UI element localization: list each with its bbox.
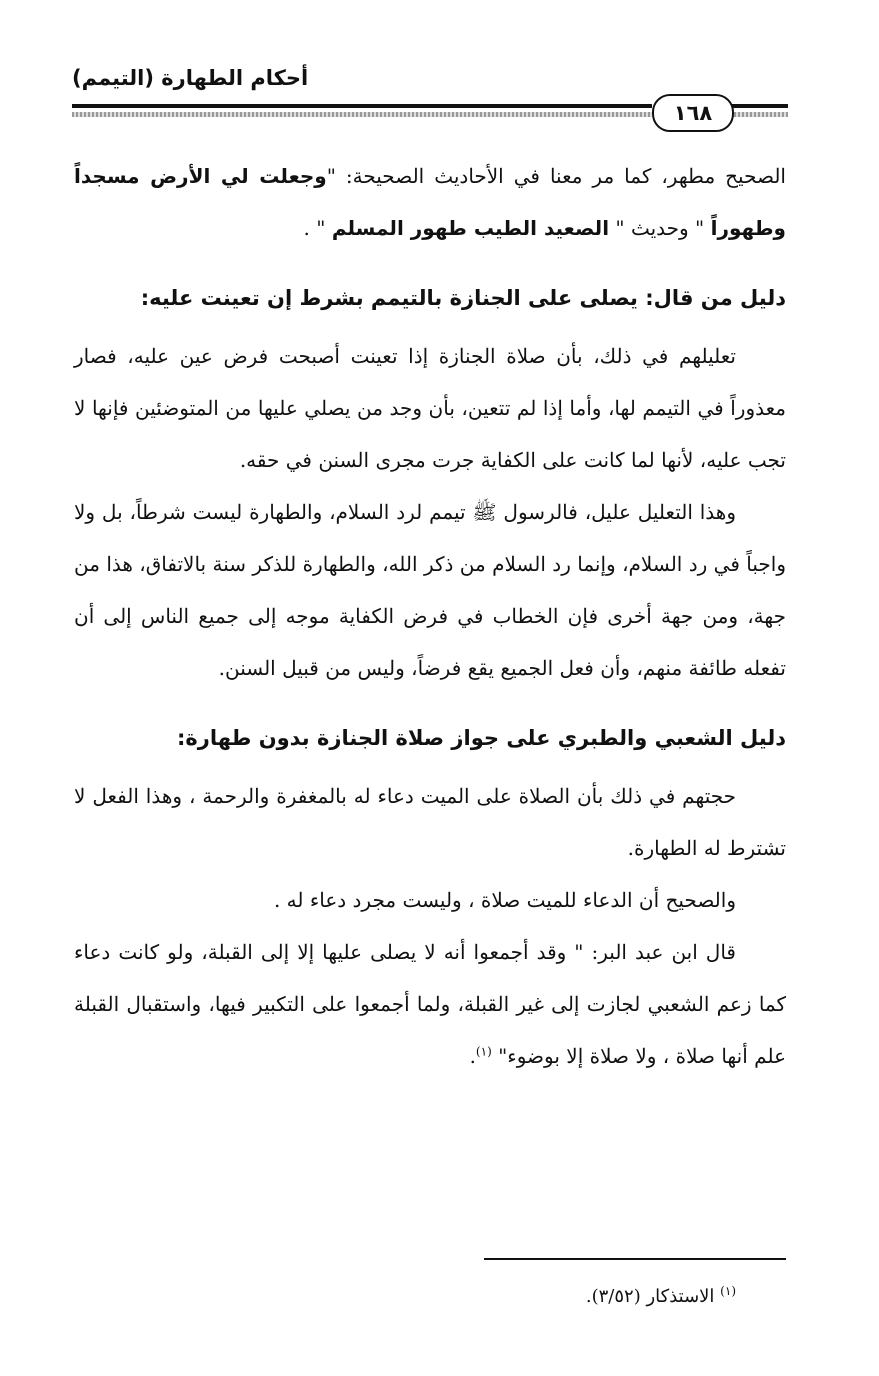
header-rule-right-texture (730, 112, 788, 117)
paragraph-6 (74, 926, 786, 1082)
p1-start: الصحيح مطهر، كما مر معنا في الأحاديث الصحيحة: " (326, 164, 786, 188)
paragraph-5: والصحيح أن الدعاء للميت صلاة ، وليست مجرد دعاء له . (273, 888, 736, 912)
footnote-text: الاستذكار (٣/٥٢). (585, 1286, 715, 1307)
p1-mid: " وحديث " (609, 216, 711, 240)
header-rule-right (730, 104, 788, 108)
p6-text: قال ابن عبد البر: " وقد أجمعوا أنه لا يصلى عليها إلا إلى القبلة، ولو كانت دعاء كما زعم الشعبي لجازت إلى غير القبلة، ولما أجمعوا على التكبير فيها، واستقبال القبلة علم أنها صلاة ، ولا صلاة إلا بوضوء" (74, 940, 786, 1068)
footnote-mark: (١) (720, 1284, 736, 1298)
p1-end: " . (303, 216, 332, 240)
paragraph-1 (74, 150, 786, 254)
paragraph-4: حجتهم في ذلك بأن الصلاة على الميت دعاء له بالمغفرة والرحمة ، وهذا الفعل لا تشترط له الطهارة. (74, 784, 786, 860)
paragraph-3: وهذا التعليل عليل، فالرسول ﷺ تيمم لرد السلام، والطهارة ليست شرطاً، بل ولا واجباً في رد السلام، وإنما رد السلام من ذكر الله، والطهارة للذكر سنة بالاتفاق، هذا من جهة، ومن جهة أخرى فإن الخطاب في فرض الكفاية موجه إلى جميع الناس إلى أن تفعله طائفة منهم، وأن فعل الجميع يقع فرضاً، وليس من قبيل السنن. (74, 500, 786, 680)
section-heading-1: دليل من قال: يصلى على الجنازة بالتيمم بشرط إن تعينت عليه: (140, 286, 786, 310)
main-text (74, 150, 786, 1082)
hadith-quote-2: الصعيد الطيب طهور المسلم (331, 216, 610, 240)
footnote (420, 1284, 736, 1307)
paragraph-2: تعليلهم في ذلك، بأن صلاة الجنازة إذا تعينت أصبحت فرض عين عليه، فصار معذوراً في التيمم لها، وأما إذا لم تتعين، بأن وجد من يصلي عليها من المتوضئين فإنها لا تجب عليه، لأنها لما كانت على الكفاية جرت مجرى السنن في حقه. (74, 344, 786, 472)
hadith-quote-1: وجعلت لي الأرض مسجداً وطهوراً (74, 164, 786, 240)
section-heading-2: دليل الشعبي والطبري على جواز صلاة الجنازة بدون طهارة: (176, 726, 786, 750)
footnote-separator (484, 1258, 786, 1260)
header-rule-texture (72, 112, 652, 117)
header-rule (72, 104, 652, 108)
footnote-reference[interactable]: (١) (475, 1044, 492, 1059)
page-number: ١٦٨ (652, 94, 734, 132)
running-head: أحكام الطهارة (التيمم) (72, 66, 309, 90)
p6-end: . (469, 1044, 476, 1068)
